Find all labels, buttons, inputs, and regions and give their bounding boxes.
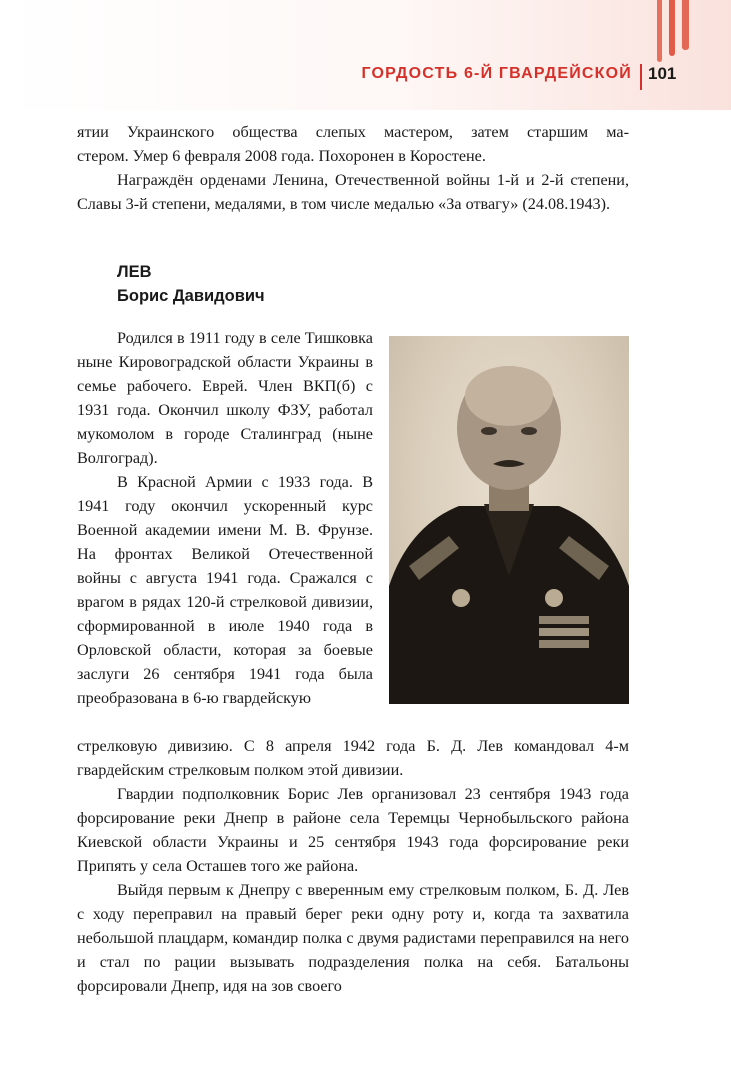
header-stripe [669, 0, 675, 56]
header-decoration [0, 0, 731, 110]
biography-paragraph: стрелковую дивизию. С 8 апреля 1942 года Б. Д. Лев командовал 4-м гвардейским стрелковым полком этой дивизии. [77, 737, 629, 779]
intro-text [77, 120, 629, 216]
person-surname: ЛЕВ [117, 263, 152, 281]
biography-paragraph: В Красной Армии с 1933 года. В 1941 году окончил ускоренный курс Военной академии имени М. В. Фрунзе. На фронтах Великой Отечественной войны с августа 1941 года. Сражался с врагом в рядах 120-й стрелковой дивизии, сформированной в июле 1940 года в Орловской области, которая за боевые заслуги 26 сентября 1941 года была преобразована в 6-ю гвардейскую [77, 473, 373, 707]
intro-line: ятии Украинского общества слепых мастером, затем старшим ма- [77, 123, 629, 141]
biography-paragraph: Гвардии подполковник Борис Лев организовал 23 сентября 1943 года форсирование реки Днепр в районе села Теремцы Чернобыльского района Киевской области Украины и 25 сентября 1943 года форсирование реки Припять у села Осташев того же района. [77, 785, 629, 875]
person-heading [117, 260, 265, 308]
biography-paragraph: Родился в 1911 году в селе Тишковка ныне Кировоградской области Украины в семье рабочего. Еврей. Член ВКП(б) с 1931 года. Окончил школу ФЗУ, работал мукомолом в городе Сталинград (ныне Волгоград). [77, 329, 373, 467]
awards-paragraph: Награждён орденами Ленина, Отечественной войны 1-й и 2-й степени, Славы 3-й степени, медалями, в том числе медалью «За отвагу» (24.08.1943). [77, 171, 629, 213]
intro-line: стером. Умер 6 февраля 2008 года. Похоронен в Коростене. [77, 147, 486, 165]
portrait-photo [389, 336, 629, 704]
section-title: ГОРДОСТЬ 6-Й ГВАРДЕЙСКОЙ [361, 65, 632, 82]
person-name: Борис Давидович [117, 287, 265, 305]
page-number: 101 [648, 64, 677, 83]
header-divider [640, 64, 642, 90]
header-stripe [657, 0, 662, 62]
biography-paragraph: Выйдя первым к Днепру с вверенным ему стрелковым полком, Б. Д. Лев с ходу переправил на правый берег реки одну роту и, когда та захватила небольшой плацдарм, командир полка с двумя радистами переправился на него и стал по рации вызывать подразделения полка на себя. Батальоны форсировали Днепр, идя на зов своего [77, 881, 629, 995]
biography-column [77, 326, 373, 710]
portrait-image [389, 336, 629, 704]
header-stripe [682, 0, 689, 50]
biography-continued [77, 734, 629, 998]
